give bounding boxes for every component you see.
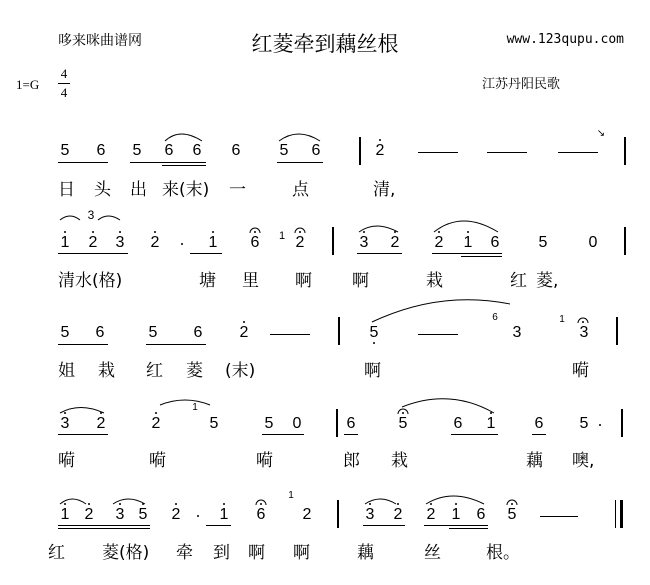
lyric: 出 <box>130 180 147 200</box>
note: 5 <box>264 415 274 432</box>
note: 5 <box>579 415 589 432</box>
lyric: 郎 <box>343 451 360 471</box>
note: 0 <box>588 234 598 251</box>
note: 5 <box>60 324 70 341</box>
note: 0 <box>292 415 302 432</box>
note: 6 <box>476 506 486 523</box>
time-top: 4 <box>60 66 68 81</box>
lyric: 啊 <box>248 543 265 563</box>
note: 6 <box>311 142 321 159</box>
site-name: 哆来咪曲谱网 <box>58 33 142 49</box>
lyric: 藕 <box>357 543 374 563</box>
note: 5 <box>279 142 289 159</box>
note: 1 <box>463 234 473 251</box>
note: 6 <box>164 142 174 159</box>
time-bottom: 4 <box>60 85 68 100</box>
note: 5 <box>398 415 408 432</box>
note: 2 <box>295 234 305 251</box>
lyric: 菱(格) <box>102 543 150 563</box>
note: 1 <box>208 234 218 251</box>
lyric: 红 <box>146 361 163 381</box>
lyric: 根。 <box>486 543 520 563</box>
note: 6 <box>453 415 463 432</box>
lyric: 塘 <box>199 271 216 291</box>
note: 2 <box>426 506 436 523</box>
lyric: 头 <box>94 180 111 200</box>
lyric: 嗬 <box>256 451 273 471</box>
lyric: 里 <box>242 271 259 291</box>
note: 6 <box>490 234 500 251</box>
lyric: 啊 <box>295 271 312 291</box>
note: 6 <box>256 506 266 523</box>
lyric: 嗬 <box>572 361 589 381</box>
grace-note: 1 <box>288 490 294 501</box>
note: 2 <box>151 415 161 432</box>
note: 3 <box>60 415 70 432</box>
lyric: 丝 <box>424 543 441 563</box>
note: 1 <box>486 415 496 432</box>
lyric: 清, <box>373 180 396 200</box>
grace-note: ↘ <box>596 128 606 139</box>
note: 5 <box>60 142 70 159</box>
note: 3 <box>115 506 125 523</box>
lyric: 牵 <box>176 543 193 563</box>
note: 5 <box>138 506 148 523</box>
note: 3 <box>359 234 369 251</box>
grace-note: 1 <box>192 402 198 413</box>
note: 2 <box>390 234 400 251</box>
lyric: 啊 <box>364 361 381 381</box>
key-signature: 1=G <box>16 77 40 92</box>
note: 3 <box>115 234 125 251</box>
note: 6 <box>534 415 544 432</box>
site-url[interactable]: www.123qupu.com <box>506 32 624 47</box>
lyric: 红 <box>48 543 65 563</box>
song-origin: 江苏丹阳民歌 <box>482 77 561 92</box>
note: 5 <box>209 415 219 432</box>
note: 5 <box>538 234 548 251</box>
lyric: 栽 <box>98 361 115 381</box>
note: 6 <box>193 324 203 341</box>
lyric: 菱 <box>186 361 203 381</box>
lyric: 姐 <box>58 361 75 381</box>
note: 2 <box>171 506 181 523</box>
note: 6 <box>96 142 106 159</box>
note: 2 <box>434 234 444 251</box>
note: 6 <box>95 324 105 341</box>
note: 1 <box>451 506 461 523</box>
grace-note: 1 <box>278 230 286 242</box>
note: 5 <box>369 324 379 341</box>
lyric: 来(末) <box>162 180 210 200</box>
lyric: 点 <box>292 180 309 200</box>
lyric: 清水(格) <box>58 271 123 291</box>
note: 2 <box>88 234 98 251</box>
note: 2 <box>239 324 249 341</box>
lyric: (末) <box>225 361 256 381</box>
song-title: 红菱牵到藕丝根 <box>251 32 399 56</box>
note: 3 <box>512 324 522 341</box>
note: 3 <box>579 324 589 341</box>
note: 5 <box>507 506 517 523</box>
note: 3 <box>365 506 375 523</box>
lyric: 一 <box>229 180 246 200</box>
grace-note: 1 <box>559 314 565 325</box>
note: 2 <box>302 506 312 523</box>
note: 1 <box>219 506 229 523</box>
note: 1 <box>60 234 70 251</box>
lyric: 菱, <box>536 271 559 291</box>
lyric: 嗬 <box>58 451 75 471</box>
lyric: 啊 <box>352 271 369 291</box>
lyric: 啊 <box>293 543 310 563</box>
note: 2 <box>96 415 106 432</box>
grace-note: 6 <box>492 312 498 323</box>
note: 2 <box>375 142 385 159</box>
note: 5 <box>132 142 142 159</box>
lyric: 栽 <box>426 271 443 291</box>
note: 6 <box>192 142 202 159</box>
lyric: 红 <box>510 271 527 291</box>
note: 6 <box>231 142 241 159</box>
lyric: 藕 <box>526 451 543 471</box>
note: 6 <box>250 234 260 251</box>
lyric: 嗬 <box>149 451 166 471</box>
note: 6 <box>346 415 356 432</box>
note: 1 <box>60 506 70 523</box>
lyric: 到 <box>213 543 230 563</box>
note: 2 <box>84 506 94 523</box>
note: 2 <box>393 506 403 523</box>
lyric: 噢, <box>572 451 595 471</box>
triplet-mark: 3 <box>87 208 95 222</box>
lyric: 日 <box>58 180 75 200</box>
lyric: 栽 <box>391 451 408 471</box>
note: 5 <box>148 324 158 341</box>
note: 2 <box>150 234 160 251</box>
